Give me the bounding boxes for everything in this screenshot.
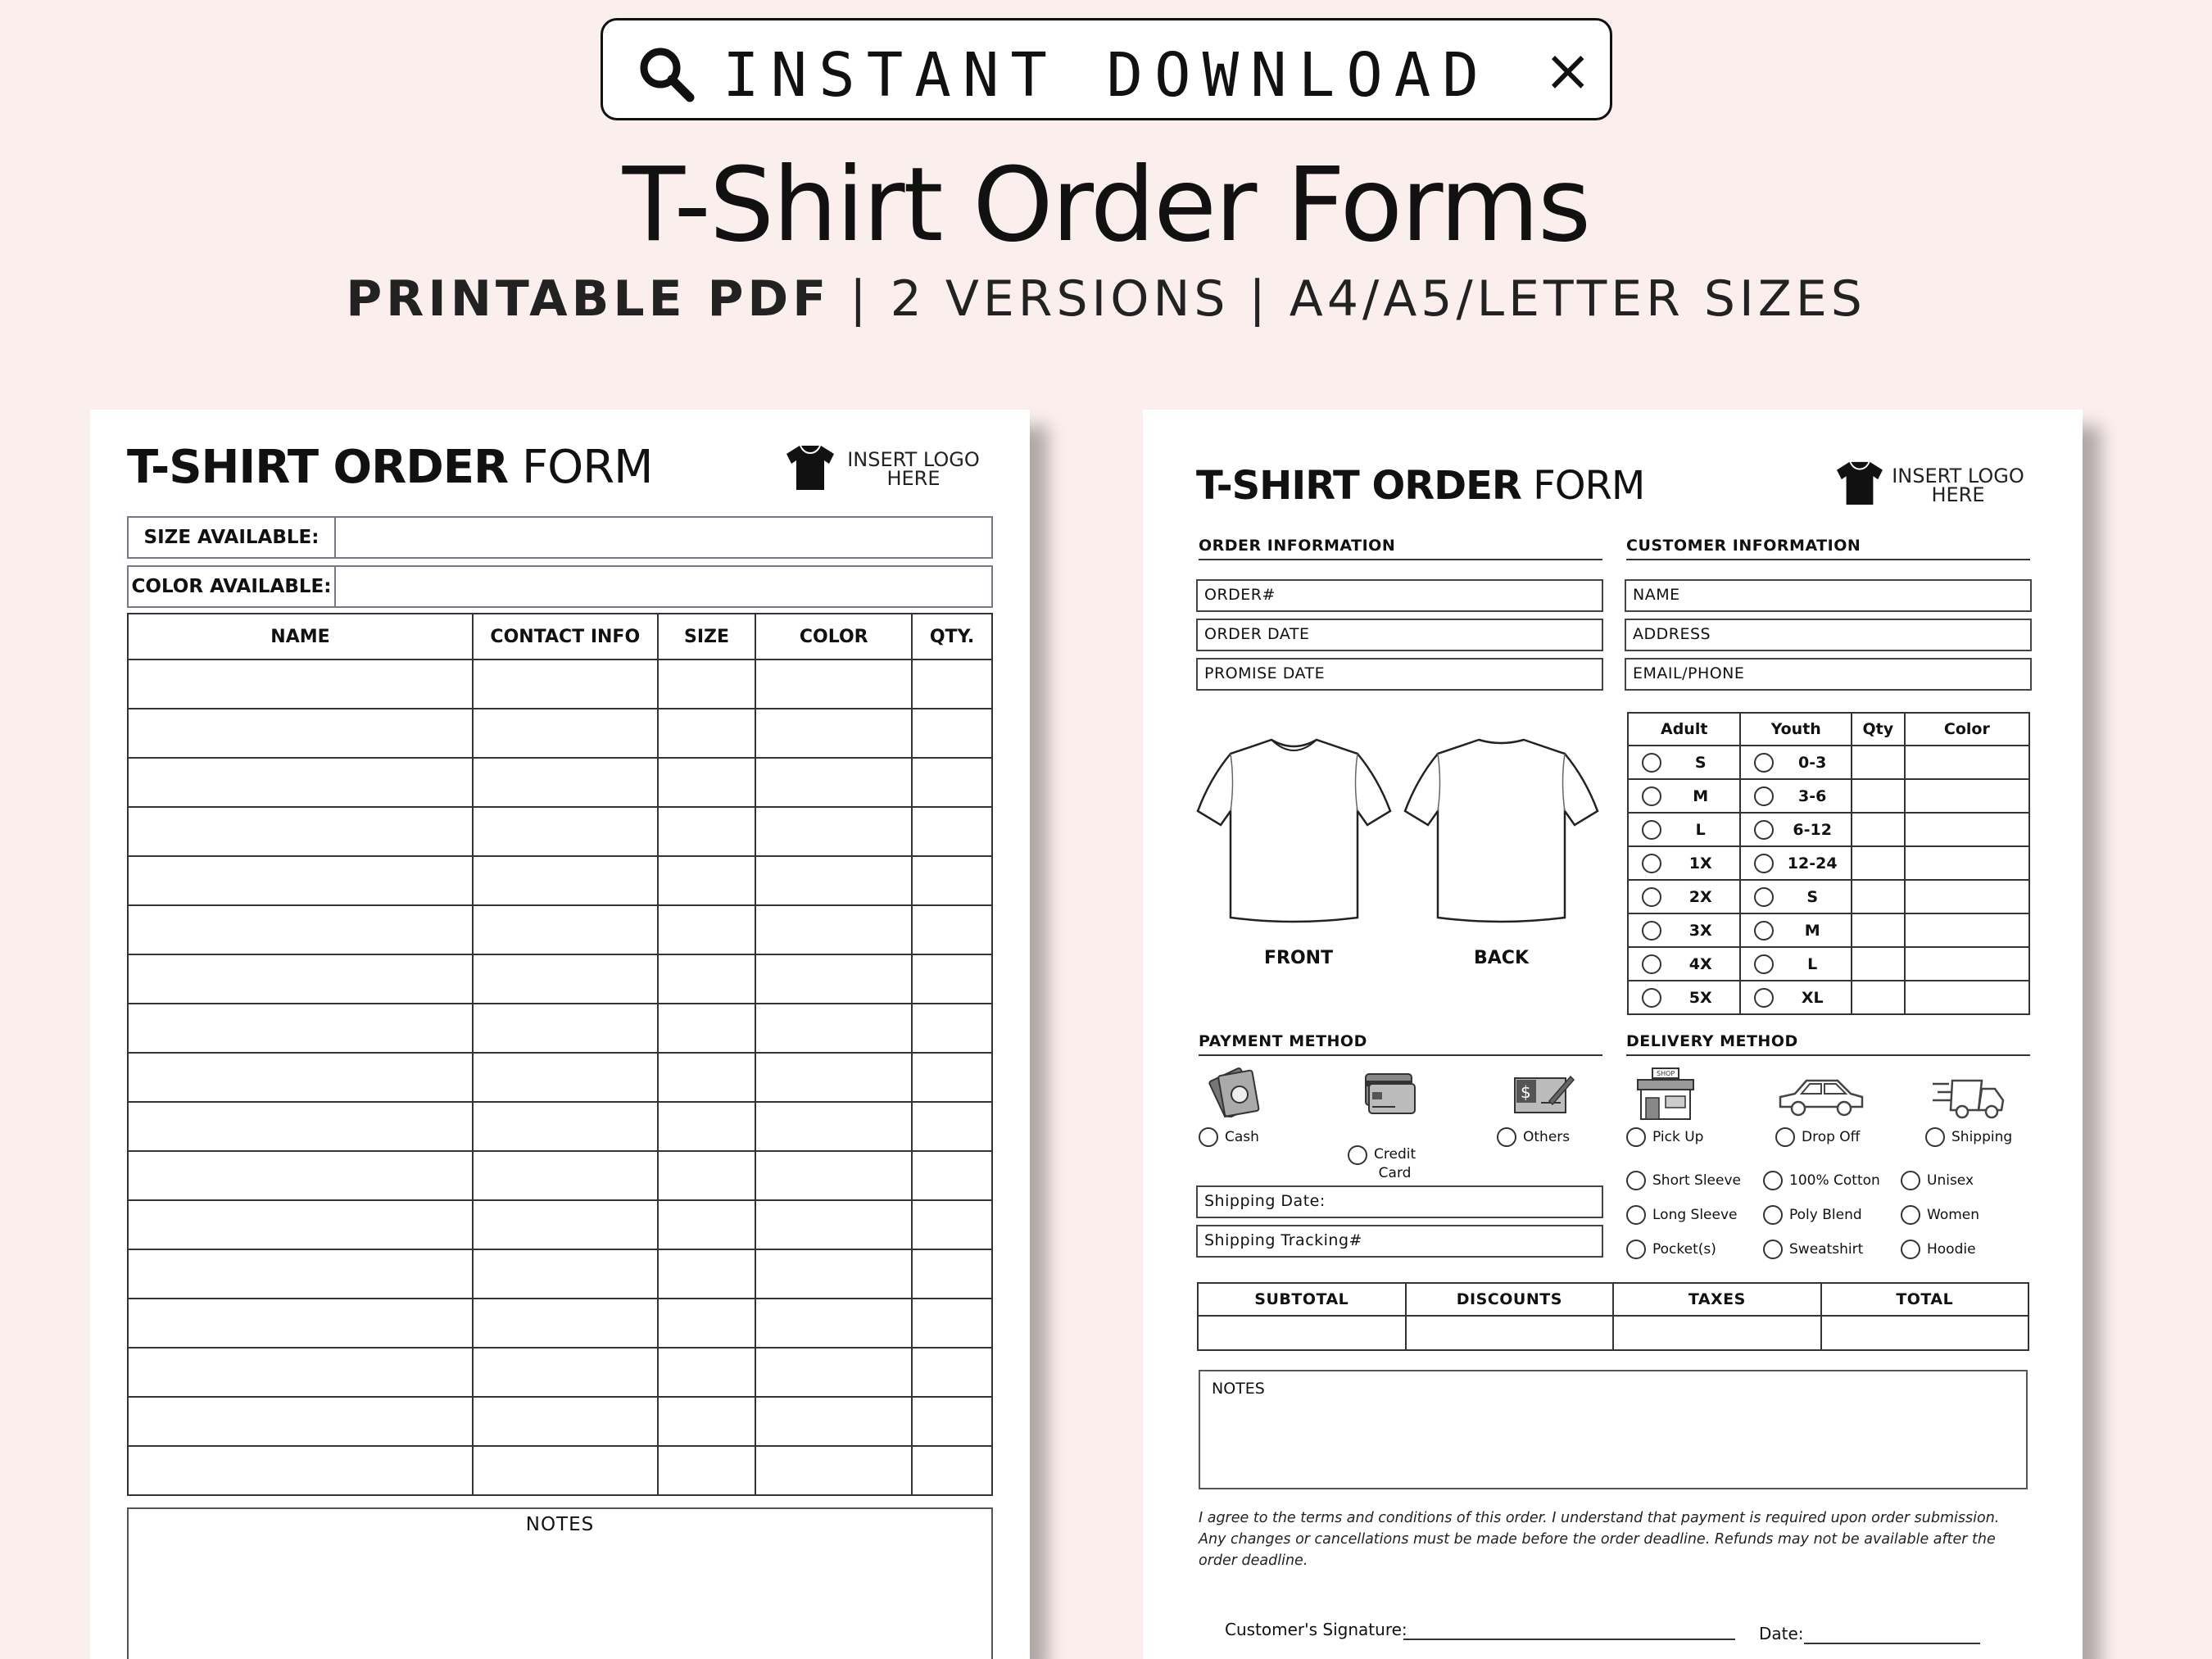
adult-size-label: 2X (1688, 887, 1712, 906)
pay-cash-option[interactable] (1199, 1127, 1259, 1147)
adult-size-label: 5X (1688, 988, 1712, 1007)
table-cell[interactable] (658, 709, 756, 758)
form1-title-light: FORM (508, 441, 653, 494)
style-label: Poly Blend (1789, 1207, 1862, 1223)
size-table (1627, 712, 2030, 1015)
pay-card-label-1: Credit (1374, 1146, 1416, 1163)
youth-size-cell[interactable] (1740, 779, 1852, 813)
youth-size-cell[interactable] (1740, 813, 1852, 846)
delivery-shipping-label: Shipping (1951, 1129, 2013, 1145)
logo-line-2: HERE (886, 467, 941, 490)
table-cell[interactable] (912, 660, 992, 709)
table-cell[interactable] (473, 1102, 658, 1151)
shipping-tracking-field[interactable]: Shipping Tracking# (1196, 1225, 1603, 1258)
svg-text:$: $ (1521, 1082, 1531, 1102)
col-contact: CONTACT INFO (473, 614, 658, 660)
table-cell[interactable] (473, 856, 658, 905)
table-cell[interactable] (755, 1446, 912, 1495)
taxes-value[interactable] (1613, 1316, 1820, 1350)
table-cell[interactable] (912, 1053, 992, 1102)
table-row (128, 1397, 992, 1446)
table-cell[interactable] (128, 1249, 473, 1299)
adult-size-cell[interactable] (1628, 813, 1740, 846)
table-cell[interactable] (755, 905, 912, 954)
promise-date-field[interactable]: PROMISE DATE (1196, 658, 1603, 691)
total-value[interactable] (1821, 1316, 2028, 1350)
table-row (128, 1053, 992, 1102)
qty-cell[interactable] (1852, 947, 1905, 981)
table-cell[interactable] (912, 1348, 992, 1397)
table-cell[interactable] (473, 1446, 658, 1495)
style-label: Long Sleeve (1652, 1207, 1738, 1223)
radio-icon[interactable] (1626, 1127, 1646, 1147)
delivery-truck-icon (1931, 1077, 2006, 1120)
radio-icon[interactable] (1901, 1171, 1920, 1190)
search-bar[interactable] (601, 18, 1612, 120)
table-cell[interactable] (473, 1053, 658, 1102)
table-cell[interactable] (755, 1151, 912, 1200)
subtitle-bold: PRINTABLE PDF (346, 270, 831, 328)
table-row (128, 1200, 992, 1249)
radio-icon[interactable] (1626, 1171, 1646, 1190)
table-cell[interactable] (128, 1151, 473, 1200)
table-row (128, 856, 992, 905)
radio-icon[interactable] (1642, 753, 1661, 773)
order-form-version-2 (1143, 410, 2083, 1659)
table-cell[interactable] (755, 856, 912, 905)
page-title: T-Shirt Order Forms (622, 146, 1590, 265)
col-name: NAME (128, 614, 473, 660)
form1-logo-text (840, 448, 987, 490)
youth-size-cell[interactable] (1740, 947, 1852, 981)
subtitle-rest: | 2 VERSIONS | A4/A5/LETTER SIZES (830, 270, 1866, 328)
youth-size-cell[interactable] (1740, 981, 1852, 1014)
table-row (128, 954, 992, 1004)
address-field[interactable]: ADDRESS (1625, 619, 2032, 651)
color-cell[interactable] (1905, 913, 2029, 947)
radio-icon[interactable] (1925, 1127, 1945, 1147)
table-row (128, 1249, 992, 1299)
table-cell[interactable] (912, 905, 992, 954)
adult-size-cell[interactable] (1628, 846, 1740, 880)
form2-notes-box[interactable] (1199, 1370, 2028, 1489)
table-row (128, 1446, 992, 1495)
table-cell[interactable] (473, 1249, 658, 1299)
form2-logo-text (1888, 467, 2028, 505)
table-cell[interactable] (128, 709, 473, 758)
youth-size-label: 12-24 (1787, 854, 1838, 873)
front-label: FRONT (1264, 948, 1334, 968)
adult-size-label: 4X (1688, 954, 1712, 973)
radio-icon[interactable] (1763, 1205, 1783, 1225)
table-cell[interactable] (128, 1397, 473, 1446)
youth-size-label: S (1806, 887, 1819, 906)
style-option[interactable] (1901, 1205, 1979, 1225)
youth-size-label: L (1807, 954, 1818, 973)
size-row (1628, 913, 2029, 947)
table-cell[interactable] (473, 807, 658, 856)
radio-icon[interactable] (1642, 820, 1661, 840)
adult-size-cell[interactable] (1628, 947, 1740, 981)
table-cell[interactable] (128, 807, 473, 856)
radio-icon[interactable] (1775, 1127, 1795, 1147)
table-cell[interactable] (755, 1348, 912, 1397)
tshirt-logo-icon (785, 444, 836, 490)
table-row (128, 1151, 992, 1200)
table-cell[interactable] (755, 709, 912, 758)
qty-cell[interactable] (1852, 913, 1905, 947)
shipping-date-field[interactable]: Shipping Date: (1196, 1185, 1603, 1218)
table-cell[interactable] (912, 856, 992, 905)
adult-size-label: L (1695, 820, 1706, 839)
table-row (128, 660, 992, 709)
table-cell[interactable] (128, 660, 473, 709)
style-option[interactable] (1626, 1171, 1741, 1190)
table-cell[interactable] (912, 807, 992, 856)
table-cell[interactable] (755, 1299, 912, 1348)
order-form-version-1 (90, 410, 1030, 1659)
size-available-field[interactable] (127, 516, 993, 559)
date-line[interactable] (1804, 1643, 1980, 1644)
table-cell[interactable] (128, 954, 473, 1004)
form1-title (127, 441, 652, 494)
table-cell[interactable] (473, 1200, 658, 1249)
radio-icon[interactable] (1901, 1205, 1920, 1225)
name-field[interactable]: NAME (1625, 579, 2032, 612)
table-cell[interactable] (912, 1299, 992, 1348)
table-row (128, 758, 992, 807)
adult-size-cell[interactable] (1628, 913, 1740, 947)
pay-cash-label: Cash (1225, 1129, 1259, 1145)
youth-size-cell[interactable] (1740, 746, 1852, 779)
color-available-field[interactable] (127, 565, 993, 608)
table-row (128, 1348, 992, 1397)
credit-card-icon (1362, 1069, 1418, 1117)
youth-size-label: 6-12 (1793, 820, 1832, 839)
table-cell[interactable] (755, 1102, 912, 1151)
qty-cell[interactable] (1852, 813, 1905, 846)
size-row (1628, 779, 2029, 813)
style-label: Pocket(s) (1652, 1241, 1716, 1258)
color-cell[interactable] (1905, 779, 2029, 813)
payment-method-heading: PAYMENT METHOD (1199, 1032, 1602, 1056)
check-payment-icon (1512, 1072, 1575, 1117)
table-cell[interactable] (473, 954, 658, 1004)
qty-cell[interactable] (1852, 981, 1905, 1014)
table-cell[interactable] (755, 807, 912, 856)
table-row (128, 905, 992, 954)
table-cell[interactable] (473, 758, 658, 807)
table-row (128, 709, 992, 758)
table-cell[interactable] (912, 1446, 992, 1495)
table-cell[interactable] (128, 1299, 473, 1348)
radio-icon[interactable] (1642, 921, 1661, 941)
style-label: Hoodie (1927, 1241, 1976, 1258)
youth-size-cell[interactable] (1740, 846, 1852, 880)
table-cell[interactable] (473, 1299, 658, 1348)
logo-line-1: INSERT LOGO (847, 448, 980, 471)
size-row (1628, 880, 2029, 913)
discounts-header: DISCOUNTS (1406, 1283, 1614, 1316)
table-cell[interactable] (128, 1004, 473, 1053)
youth-size-label: XL (1801, 988, 1824, 1007)
table-cell[interactable] (658, 1249, 756, 1299)
style-label: Unisex (1927, 1172, 1974, 1189)
radio-icon[interactable] (1642, 988, 1661, 1008)
color-cell[interactable] (1905, 813, 2029, 846)
youth-size-cell[interactable] (1740, 913, 1852, 947)
radio-icon[interactable] (1642, 786, 1661, 806)
radio-icon[interactable] (1348, 1145, 1367, 1165)
order-date-field[interactable]: ORDER DATE (1196, 619, 1603, 651)
table-cell[interactable] (473, 1004, 658, 1053)
table-cell[interactable] (755, 660, 912, 709)
style-option[interactable] (1626, 1240, 1716, 1259)
delivery-method-heading: DELIVERY METHOD (1626, 1032, 2030, 1056)
table-cell[interactable] (128, 758, 473, 807)
size-row (1628, 981, 2029, 1014)
delivery-pickup-label: Pick Up (1652, 1129, 1704, 1145)
tshirt-front-outline (1194, 733, 1394, 930)
form2-title-light: FORM (1521, 463, 1645, 509)
style-label: 100% Cotton (1789, 1172, 1880, 1189)
adult-size-cell[interactable] (1628, 779, 1740, 813)
table-row (128, 807, 992, 856)
order-table (127, 613, 993, 1496)
car-icon (1775, 1077, 1867, 1118)
logo-line-2: HERE (1931, 483, 1985, 506)
size-row (1628, 846, 2029, 880)
delivery-shipping-option[interactable] (1925, 1127, 2012, 1147)
table-cell[interactable] (658, 1053, 756, 1102)
cash-icon (1208, 1067, 1264, 1117)
table-cell[interactable] (755, 1053, 912, 1102)
qty-cell[interactable] (1852, 746, 1905, 779)
table-cell[interactable] (912, 709, 992, 758)
pay-card-option[interactable] (1348, 1127, 1416, 1183)
table-cell[interactable] (755, 1200, 912, 1249)
form1-notes-label: NOTES (525, 1514, 595, 1535)
table-cell[interactable] (128, 1200, 473, 1249)
col-color: COLOR (755, 614, 912, 660)
table-cell[interactable] (473, 1348, 658, 1397)
table-cell[interactable] (473, 905, 658, 954)
youth-size-cell[interactable] (1740, 880, 1852, 913)
table-cell[interactable] (912, 1004, 992, 1053)
form1-title-bold: T-SHIRT ORDER (127, 441, 509, 494)
style-label: Short Sleeve (1652, 1172, 1741, 1189)
pay-others-label: Others (1523, 1129, 1571, 1145)
table-cell[interactable] (658, 1151, 756, 1200)
radio-icon[interactable] (1901, 1240, 1920, 1259)
qty-cell[interactable] (1852, 880, 1905, 913)
style-option[interactable] (1626, 1205, 1738, 1225)
delivery-pickup-option[interactable] (1626, 1127, 1703, 1147)
col-youth: Youth (1740, 713, 1852, 746)
radio-icon[interactable] (1199, 1127, 1218, 1147)
radio-icon[interactable] (1763, 1171, 1783, 1190)
table-cell[interactable] (658, 905, 756, 954)
tshirt-back-outline (1401, 733, 1602, 930)
qty-cell[interactable] (1852, 846, 1905, 880)
size-row (1628, 746, 2029, 779)
table-cell[interactable] (658, 1397, 756, 1446)
table-cell[interactable] (912, 758, 992, 807)
radio-icon[interactable] (1642, 854, 1661, 873)
table-cell[interactable] (658, 1348, 756, 1397)
table-cell[interactable] (658, 1102, 756, 1151)
col-color: Color (1905, 713, 2029, 746)
tshirt-logo-icon (1835, 460, 1884, 505)
table-cell[interactable] (755, 1004, 912, 1053)
table-cell[interactable] (128, 905, 473, 954)
col-adult: Adult (1628, 713, 1740, 746)
subtotal-header: SUBTOTAL (1198, 1283, 1406, 1316)
table-cell[interactable] (658, 1446, 756, 1495)
size-available-label: SIZE AVAILABLE: (129, 518, 336, 557)
shop-icon (1634, 1067, 1697, 1121)
color-cell[interactable] (1905, 880, 2029, 913)
table-cell[interactable] (473, 660, 658, 709)
radio-icon[interactable] (1763, 1240, 1783, 1259)
table-cell[interactable] (755, 954, 912, 1004)
color-cell[interactable] (1905, 947, 2029, 981)
pay-others-option[interactable] (1497, 1127, 1570, 1147)
table-cell[interactable] (658, 954, 756, 1004)
table-cell[interactable] (128, 1102, 473, 1151)
table-cell[interactable] (912, 1200, 992, 1249)
date-label: Date: (1759, 1624, 1804, 1643)
table-cell[interactable] (912, 1397, 992, 1446)
color-cell[interactable] (1905, 981, 2029, 1014)
radio-icon[interactable] (1642, 954, 1661, 974)
table-cell[interactable] (658, 807, 756, 856)
table-cell[interactable] (128, 1446, 473, 1495)
table-cell[interactable] (473, 1151, 658, 1200)
style-option[interactable] (1763, 1240, 1863, 1259)
table-cell[interactable] (658, 856, 756, 905)
order-number-field[interactable]: ORDER# (1196, 579, 1603, 612)
col-qty: Qty (1852, 713, 1905, 746)
table-cell[interactable] (658, 1200, 756, 1249)
adult-size-label: S (1694, 753, 1707, 772)
table-cell[interactable] (912, 1102, 992, 1151)
col-size: SIZE (658, 614, 756, 660)
style-label: Women (1927, 1207, 1980, 1223)
radio-icon[interactable] (1626, 1205, 1646, 1225)
logo-line-1: INSERT LOGO (1892, 465, 2024, 487)
style-option[interactable] (1763, 1171, 1880, 1190)
close-icon[interactable]: × (1543, 37, 1592, 104)
svg-text:SHOP: SHOP (1657, 1070, 1675, 1077)
table-row (128, 1004, 992, 1053)
radio-icon[interactable] (1642, 887, 1661, 907)
form1-notes-box[interactable] (127, 1507, 993, 1659)
size-row (1628, 813, 2029, 846)
radio-icon[interactable] (1626, 1240, 1646, 1259)
delivery-dropoff-label: Drop Off (1802, 1129, 1861, 1145)
signature-line[interactable] (1403, 1639, 1735, 1640)
table-row (128, 1299, 992, 1348)
size-row (1628, 947, 2029, 981)
youth-size-label: M (1804, 921, 1820, 940)
style-label: Sweatshirt (1789, 1241, 1864, 1258)
table-cell[interactable] (755, 758, 912, 807)
table-cell[interactable] (658, 758, 756, 807)
youth-size-label: 0-3 (1798, 753, 1827, 772)
discounts-value[interactable] (1406, 1316, 1614, 1350)
table-row (128, 1102, 992, 1151)
page-subtitle (0, 270, 2212, 328)
customer-info-heading: CUSTOMER INFORMATION (1626, 537, 2030, 560)
terms-text: I agree to the terms and conditions of this order. I understand that payment is required upon order submission. Any changes or cancellations must be made before the order deadline. Refunds may not be available after the order deadline. (1199, 1510, 2000, 1569)
pay-card-label-2: Card (1378, 1165, 1412, 1181)
form2-title (1196, 463, 1644, 509)
table-cell[interactable] (912, 1151, 992, 1200)
total-header: TOTAL (1821, 1283, 2028, 1316)
style-option[interactable] (1763, 1205, 1862, 1225)
youth-size-label: 3-6 (1798, 786, 1827, 805)
color-cell[interactable] (1905, 846, 2029, 880)
form2-title-bold: T-SHIRT ORDER (1196, 463, 1521, 509)
totals-table (1197, 1282, 2029, 1351)
table-cell[interactable] (755, 1397, 912, 1446)
back-label: BACK (1474, 948, 1529, 968)
taxes-header: TAXES (1613, 1283, 1820, 1316)
signature-label: Customer's Signature: (1225, 1620, 1407, 1639)
table-cell[interactable] (912, 1249, 992, 1299)
adult-size-label: 3X (1688, 921, 1712, 940)
style-option[interactable] (1901, 1171, 1974, 1190)
adult-size-cell[interactable] (1628, 981, 1740, 1014)
table-cell[interactable] (128, 1348, 473, 1397)
adult-size-cell[interactable] (1628, 880, 1740, 913)
color-available-label: COLOR AVAILABLE: (129, 567, 336, 606)
table-cell[interactable] (912, 954, 992, 1004)
radio-icon[interactable] (1497, 1127, 1516, 1147)
qty-cell[interactable] (1852, 779, 1905, 813)
form2-notes-label: NOTES (1212, 1380, 1265, 1398)
table-cell[interactable] (473, 1397, 658, 1446)
subtotal-value[interactable] (1198, 1316, 1406, 1350)
adult-size-label: M (1693, 786, 1709, 805)
email-phone-field[interactable]: EMAIL/PHONE (1625, 658, 2032, 691)
order-info-heading: ORDER INFORMATION (1199, 537, 1602, 560)
table-cell[interactable] (658, 1299, 756, 1348)
col-qty: QTY. (912, 614, 992, 660)
table-cell[interactable] (658, 660, 756, 709)
table-cell[interactable] (128, 856, 473, 905)
search-text: INSTANT DOWNLOAD (723, 40, 1490, 111)
table-cell[interactable] (473, 709, 658, 758)
table-cell[interactable] (128, 1053, 473, 1102)
table-cell[interactable] (658, 1004, 756, 1053)
color-cell[interactable] (1905, 746, 2029, 779)
adult-size-cell[interactable] (1628, 746, 1740, 779)
style-option[interactable] (1901, 1240, 1976, 1259)
adult-size-label: 1X (1688, 854, 1712, 873)
table-cell[interactable] (755, 1249, 912, 1299)
delivery-dropoff-option[interactable] (1775, 1127, 1860, 1147)
